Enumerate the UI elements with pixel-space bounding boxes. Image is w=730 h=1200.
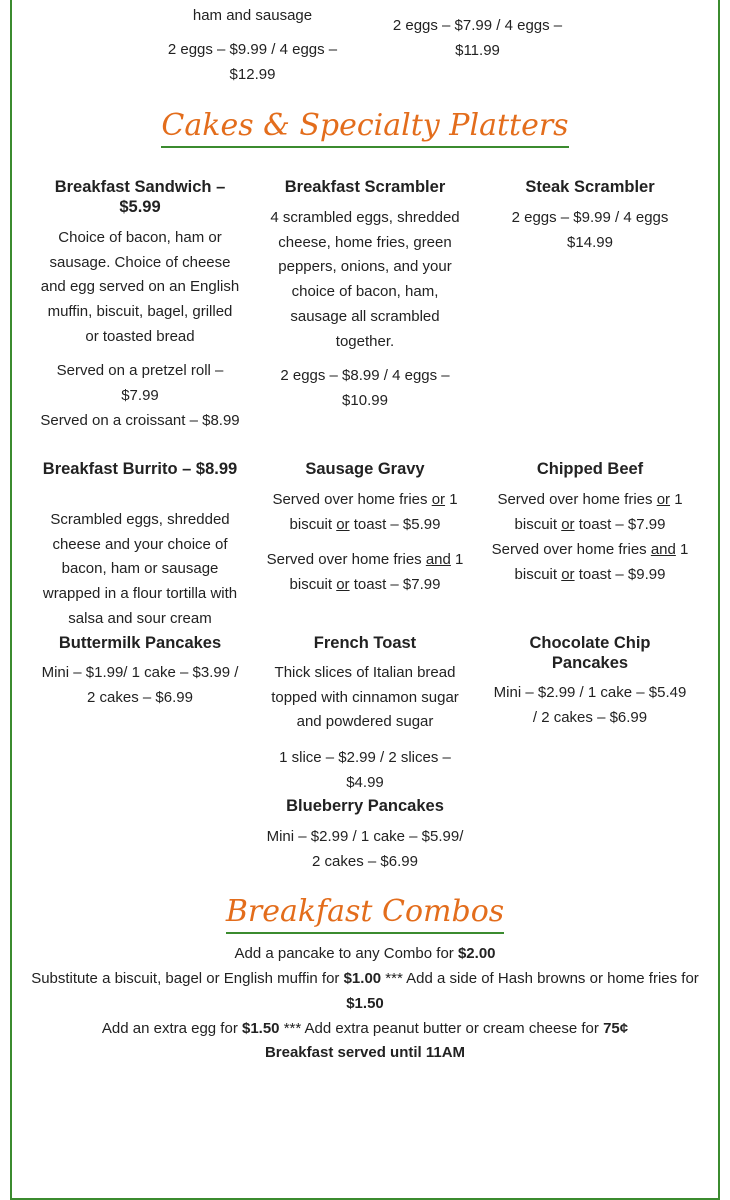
french-toast-price: 1 slice – $2.99 / 2 slices – $4.99: [279, 749, 451, 791]
breakfast-scrambler-price: 2 eggs – $8.99 / 4 eggs – $10.99: [280, 367, 450, 409]
breakfast-sandwich-title: Breakfast Sandwich – $5.99: [54, 178, 226, 216]
top-left-line: ham and sausage: [192, 7, 313, 24]
blueberry-pancakes-price: Mini – $2.99 / 1 cake – $5.99/ 2 cakes – $6.99: [266, 828, 464, 870]
combo-line-pancake: Add a pancake to any Combo for $2.00: [234, 945, 496, 962]
chipped-beef-option-2: Served over home fries and 1 biscuit or toast – $9.99: [491, 541, 689, 583]
breakfast-scrambler-title: Breakfast Scrambler: [284, 178, 446, 196]
sausage-gravy-option-1: Served over home fries or 1 biscuit or toast – $5.99: [272, 491, 458, 533]
breakfast-scrambler-desc: 4 scrambled eggs, shredded cheese, home fries, green peppers, onions, and your choice of bacon, ham, sausage all scrambled together.: [270, 209, 460, 350]
chipped-beef-title: Chipped Beef: [536, 460, 644, 478]
blueberry-pancakes-title: Blueberry Pancakes: [286, 797, 444, 815]
breakfast-burrito-title: Breakfast Burrito – $8.99: [42, 460, 238, 478]
chocolate-chip-pancakes-title: Chocolate Chip Pancakes: [529, 634, 651, 672]
chipped-beef-option-1: Served over home fries or 1 biscuit or toast – $7.99: [497, 491, 683, 533]
section-title-cakes-text: Cakes & Specialty Platters: [161, 106, 568, 148]
breakfast-sandwich-option-croissant: Served on a croissant – $8.99: [40, 412, 240, 429]
french-toast-title: French Toast: [313, 634, 417, 652]
breakfast-hours: Breakfast served until 11AM: [264, 1044, 466, 1061]
buttermilk-pancakes-price: Mini – $1.99/ 1 cake – $3.99 / 2 cakes – $6.99: [41, 664, 239, 706]
french-toast-desc: Thick slices of Italian bread topped with cinnamon sugar and powdered sugar: [271, 664, 459, 731]
section-title-combos-text: Breakfast Combos: [226, 892, 504, 934]
top-left-price: 2 eggs – $9.99 / 4 eggs – $12.99: [167, 41, 338, 83]
sausage-gravy-title: Sausage Gravy: [305, 460, 425, 478]
breakfast-burrito-desc: Scrambled eggs, shredded cheese and your choice of bacon, ham or sausage wrapped in a flour tortilla with salsa and sour cream: [42, 511, 238, 627]
steak-scrambler-price: 2 eggs – $9.99 / 4 eggs $14.99: [511, 209, 669, 251]
section-title-cakes: [0, 106, 730, 148]
combo-line-extras: Add an extra egg for $1.50 *** Add extra peanut butter or cream cheese for 75¢: [101, 1020, 629, 1037]
sausage-gravy-option-2: Served over home fries and 1 biscuit or toast – $7.99: [266, 551, 464, 593]
section-title-combos: [0, 892, 730, 934]
buttermilk-pancakes-title: Buttermilk Pancakes: [58, 634, 222, 652]
chocolate-chip-pancakes-price: Mini – $2.99 / 1 cake – $5.49 / 2 cakes – $6.99: [493, 684, 687, 726]
steak-scrambler-title: Steak Scrambler: [525, 178, 655, 196]
breakfast-sandwich-option-pretzel: Served on a pretzel roll – $7.99: [56, 362, 224, 404]
top-right-price: 2 eggs – $7.99 / 4 eggs – $11.99: [392, 17, 563, 59]
breakfast-sandwich-desc: Choice of bacon, ham or sausage. Choice of cheese and egg served on an English muffin, biscuit, bagel, grilled or toasted bread: [40, 229, 240, 345]
combo-line-substitute: Substitute a biscuit, bagel or English muffin for $1.00 *** Add a side of Hash browns or home fries for $1.50: [31, 970, 699, 1012]
